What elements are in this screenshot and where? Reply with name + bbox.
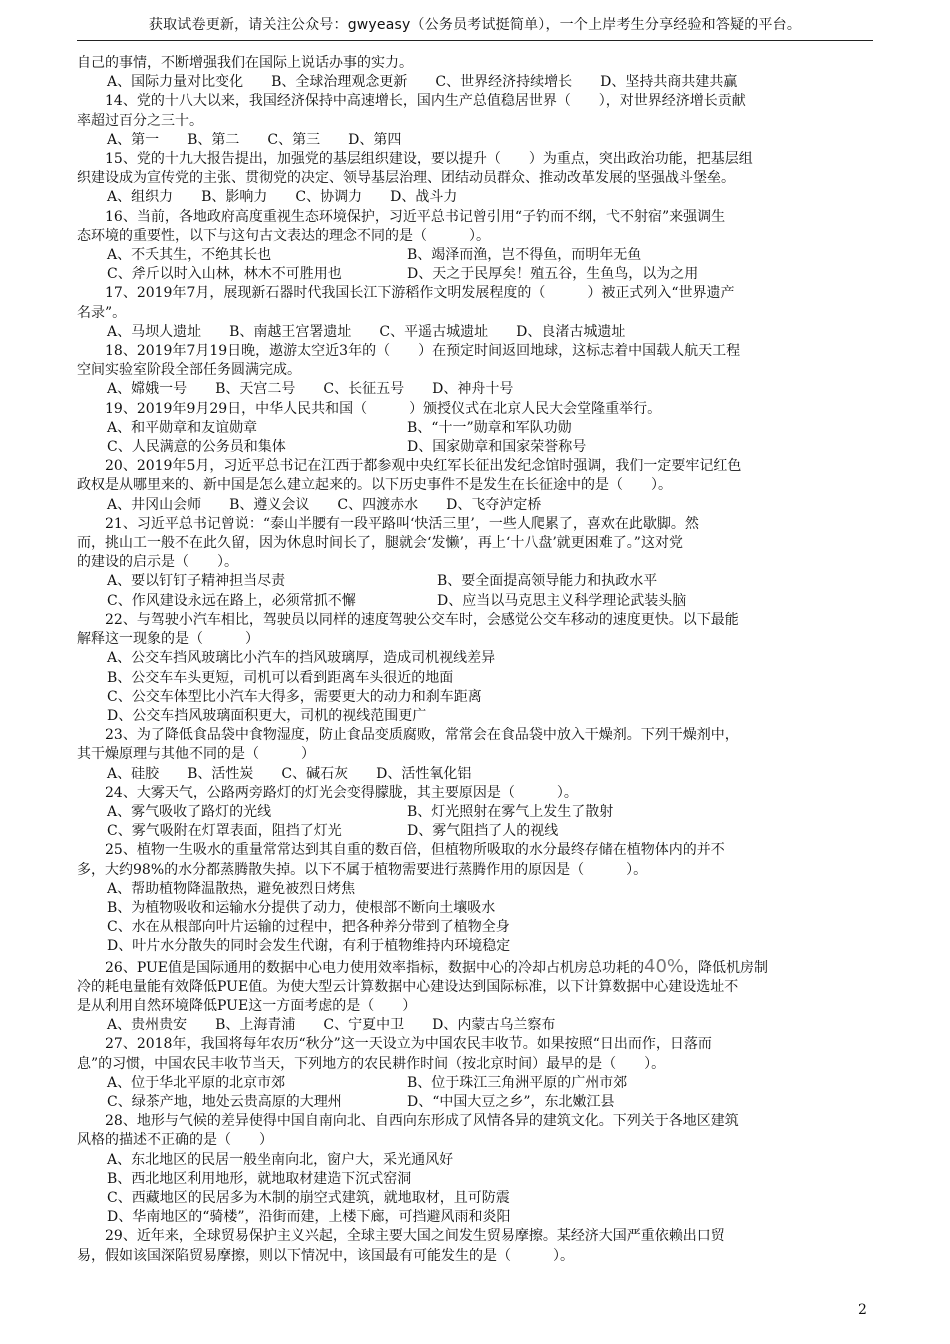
question-line [77, 957, 873, 978]
text-line: 多，大约98%的水分都蒸腾散失掉。以下不属于植物需要进行蒸腾作用的原因是（ ）。 [77, 861, 648, 878]
answer-options-row [77, 572, 873, 591]
answer-option: D、应当以马克思主义科学理论武装头脑 [437, 592, 687, 609]
answer-options-line: A、井冈山会师 B、遵义会议 C、四渡赤水 D、飞夺泸定桥 [107, 496, 542, 513]
answer-option: A、和平勋章和友谊勋章 [107, 419, 258, 436]
answer-options-line: B、公交车车头更短，司机可以看到距离车头很近的地面 [107, 669, 454, 686]
answer-options-row [77, 803, 873, 822]
text-line: 自己的事情，不断增强我们在国际上说话办事的实力。 [77, 55, 413, 71]
question-line: 21、习近平总书记曾说：“泰山半腰有一段平路叫‘快活三里’，一些人爬累了，喜欢在此歇脚。然 [105, 515, 699, 532]
question-line: 16、当前，各地政府高度重视生态环境保护，习近平总书记曾引用“子钓而不纲，弋不射宿”来强调生 [105, 208, 726, 225]
answer-option: A、要以钉钉子精神担当尽责 [107, 573, 286, 590]
answer-option: A、雾气吸收了路灯的光线 [107, 803, 272, 820]
text-line: 解释这一现象的是（ ） [77, 631, 259, 648]
text-line: 其干燥原理与其他不同的是（ ） [77, 746, 315, 763]
text-line: 态环境的重要性，以下与这句古文表达的理念不同的是（ ）。 [77, 227, 490, 244]
answer-options-line: D、华南地区的“骑楼”，沿街而建，上楼下廊，可挡避风雨和炎阳 [107, 1209, 511, 1226]
answer-options-row [77, 1074, 873, 1093]
document-body [77, 54, 873, 1266]
page-header-notice: 获取试卷更新，请关注公众号：gwyeasy（公务员考试挺简单），一个上岸考生分享经验和答疑的平台。 [148, 17, 802, 33]
text-line: 率超过百分之三十。 [77, 112, 203, 129]
answer-options-line: A、贵州贵安 B、上海青浦 C、宁夏中卫 D、内蒙古乌兰察布 [107, 1017, 556, 1034]
answer-options-line: A、国际力量对比变化 B、全球治理观念更新 C、世界经济持续增长 D、坚持共商共建共赢 [107, 74, 738, 91]
text-line: 息”的习惯，中国农民丰收节当天，下列地方的农民耕作时间（按北京时间）最早的是（ ）。 [77, 1055, 666, 1072]
text-line: 名录”。 [77, 304, 127, 321]
answer-option: C、斧斤以时入山林，林木不可胜用也 [107, 266, 342, 283]
question-line: 17、2019年7月，展现新石器时代我国长江下游稻作文明发展程度的（ ）被正式列入“世界遗产 [105, 285, 735, 302]
answer-option: A、位于华北平原的北京市郊 [107, 1074, 286, 1091]
question-line: 29、近年来，全球贸易保护主义兴起，全球主要大国之间发生贸易摩擦。某经济大国严重依赖出口贸 [105, 1228, 725, 1245]
answer-option: A、不夭其生，不绝其长也 [107, 247, 272, 264]
answer-option: C、作风建设永远在路上，必须常抓不懈 [107, 592, 356, 609]
answer-options-row [77, 1093, 873, 1112]
answer-options-line: C、公交车体型比小汽车大得多，需要更大的动力和刹车距离 [107, 688, 482, 705]
percent-figure: 40% [644, 956, 685, 977]
text-line: 风格的描述不正确的是（ ） [77, 1132, 273, 1149]
question-line: 15、党的十九大报告提出，加强党的基层组织建设，要以提升（ ）为重点，突出政治功能，把基层组 [105, 151, 753, 168]
page-number: 2 [858, 1302, 867, 1318]
question-line: 14、党的十八大以来，我国经济保持中高速增长，国内生产总值稳居世界（ ），对世界经济增长贡献 [105, 93, 746, 110]
question-line: 24、大雾天气，公路两旁路灯的灯光会变得朦胧，其主要原因是（ ）。 [105, 784, 578, 801]
question-line: 18、2019年7月19日晚，遨游太空近3年的（ ）在预定时间返回地球，这标志着中国载人航天工程 [105, 343, 741, 360]
question-text: ，降低机房制 [684, 959, 769, 976]
text-line: 织建设成为宣传党的主张、贯彻党的决定、领导基层治理、团结动员群众、推动改革发展的坚强战斗堡垒。 [77, 170, 735, 187]
text-line: 的建设的启示是（ ）。 [77, 554, 238, 571]
answer-options-row [77, 246, 873, 265]
answer-options-line: A、嫦娥一号 B、天宫二号 C、长征五号 D、神舟十号 [107, 381, 514, 398]
answer-options-line: A、第一 B、第二 C、第三 D、第四 [107, 131, 402, 148]
question-line: 20、2019年5月，习近平总书记在江西于都参观中央红军长征出发纪念馆时强调，我们一定要牢记红色 [105, 458, 742, 475]
question-line: 22、与驾驶小汽车相比，驾驶员以同样的速度驾驶公交车时，会感觉公交车移动的速度更快。以下最能 [105, 611, 739, 628]
question-line: 27、2018年，我国将每年农历“秋分”这一天设立为中国农民丰收节。如果按照“日出而作，日落而 [105, 1036, 712, 1053]
answer-option: D、雾气阻挡了人的视线 [407, 823, 559, 840]
answer-option: B、灯光照射在雾气上发生了散射 [407, 803, 614, 820]
answer-options-line: A、组织力 B、影响力 C、协调力 D、战斗力 [107, 189, 458, 206]
text-line: 易，假如该国深陷贸易摩擦，则以下情况中，该国最有可能发生的是（ ）。 [77, 1247, 574, 1264]
answer-option: D、“中国大豆之乡”，东北嫩江县 [407, 1093, 615, 1110]
answer-options-line: A、东北地区的民居一般坐南向北，窗户大，采光通风好 [107, 1151, 454, 1168]
answer-options-line: A、公交车挡风玻璃比小汽车的挡风玻璃厚，造成司机视线差异 [107, 650, 496, 667]
answer-option: B、竭泽而渔，岂不得鱼，而明年无鱼 [407, 247, 642, 264]
header-divider [77, 40, 873, 41]
text-line: 冷的耗电量能有效降低PUE值。为使大型云计算数据中心建设达到国际标准，以下计算数据中心建设选址不 [77, 978, 739, 995]
text-line: 空间实验室阶段全部任务圆满完成。 [77, 362, 301, 379]
question-text: 26、PUE值是国际通用的数据中心电力使用效率指标，数据中心的冷却占机房总功耗的 [105, 959, 645, 976]
answer-options-line: B、西北地区利用地形，就地取材建造下沉式窑洞 [107, 1170, 412, 1187]
question-line: 19、2019年9月29日，中华人民共和国（ ）颁授仪式在北京人民大会堂隆重举行。 [105, 400, 662, 417]
question-line: 25、植物一生吸水的重量常常达到其自重的数百倍，但植物所吸取的水分最终存储在植物体内的并不 [105, 842, 725, 859]
question-line: 28、地形与气候的差异使得中国自南向北、自西向东形成了风情各异的建筑文化。下列关于各地区建筑 [105, 1113, 739, 1130]
answer-option: D、天之于民厚矣！殖五谷，生鱼鸟，以为之用 [407, 266, 699, 283]
answer-option: C、雾气吸附在灯罩表面，阻挡了灯光 [107, 823, 342, 840]
text-line: 而，挑山工一般不在此久留，因为休息时间长了，腿就会‘发懒’，再上‘十八盘’就更困难了。”这对党 [77, 535, 683, 552]
answer-option: B、“十一”勋章和军队功勋 [407, 419, 572, 436]
answer-options-line: B、为植物吸收和运输水分提供了动力，使根部不断向土壤吸水 [107, 899, 496, 916]
text-line: 政权是从哪里来的、新中国是怎么建立起来的。以下历史事件不是发生在长征途中的是（ ）。 [77, 477, 672, 494]
answer-options-row [77, 419, 873, 438]
answer-options-row [77, 822, 873, 841]
question-line: 23、为了降低食品袋中食物湿度，防止食品变质腐败，常常会在食品袋中放入干燥剂。下列干燥剂中， [105, 727, 739, 744]
answer-options-line: D、叶片水分散失的同时会发生代谢，有利于植物维持内环境稳定 [107, 938, 511, 955]
text-line: 是从利用自然环境降低PUE这一方面考虑的是（ ） [77, 997, 417, 1014]
answer-options-line: A、帮助植物降温散热，避免被烈日烤焦 [107, 880, 356, 897]
answer-options-line: C、西藏地区的民居多为木制的崩空式建筑，就地取材，且可防震 [107, 1189, 510, 1206]
answer-options-line: D、公交车挡风玻璃面积更大，司机的视线范围更广 [107, 707, 427, 724]
answer-options-row [77, 438, 873, 457]
answer-options-row [77, 592, 873, 611]
answer-options-row [77, 265, 873, 284]
answer-option: D、国家勋章和国家荣誉称号 [407, 439, 587, 456]
answer-option: C、绿茶产地，地处云贵高原的大理州 [107, 1093, 342, 1110]
answer-option: C、人民满意的公务员和集体 [107, 439, 286, 456]
answer-options-line: A、硅胶 B、活性炭 C、碱石灰 D、活性氧化铝 [107, 765, 472, 782]
answer-options-line: A、马坝人遗址 B、南越王宫署遗址 C、平遥古城遗址 D、良渚古城遗址 [107, 323, 626, 340]
answer-options-line: C、水在从根部向叶片运输的过程中，把各种养分带到了植物全身 [107, 919, 510, 936]
answer-option: B、要全面提高领导能力和执政水平 [437, 573, 658, 590]
answer-option: B、位于珠江三角洲平原的广州市郊 [407, 1074, 628, 1091]
